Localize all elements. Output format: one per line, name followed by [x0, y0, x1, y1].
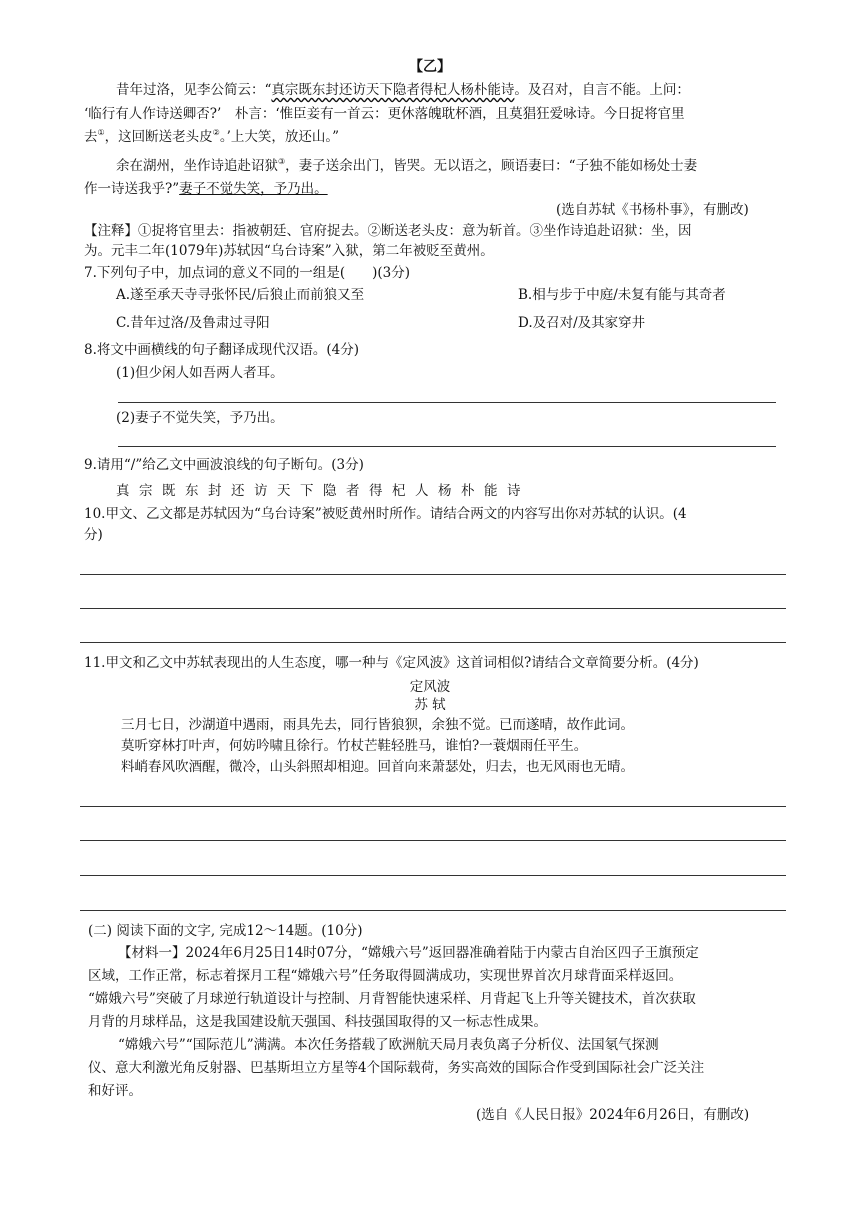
- answer-line[interactable]: [80, 608, 786, 609]
- question-11-stem: 11.甲文和乙文中苏轼表现出的人生态度，哪一种与《定风波》这首词相似?请结合文章简要分析。(4分): [84, 655, 699, 671]
- footnote-mark: ①: [97, 128, 105, 137]
- wavy-underlined-sentence: 真宗既东封还访天下隐者得杞人杨朴能诗: [271, 82, 515, 98]
- question-8-sentence-1: (1)但少闲人如吾两人者耳。: [116, 365, 284, 381]
- answer-line[interactable]: [80, 642, 786, 643]
- part-2-heading: (二) 阅读下面的文字, 完成12～14题。(10分): [88, 923, 363, 939]
- material-line: 仪、意大利激光角反射器、巴基斯坦立方星等4个国际载荷，务实高效的国际合作受到国际社会广泛关注: [88, 1060, 705, 1076]
- answer-line[interactable]: [80, 875, 786, 876]
- poem-line: 料峭春风吹酒醒，微冷，山头斜照却相迎。回首向来萧瑟处，归去，也无风雨也无晴。: [121, 759, 634, 775]
- answer-line[interactable]: [80, 806, 786, 807]
- material-line: 【材料一】2024年6月25日14时07分，“嫦娥六号”返回器准确着陆于内蒙古自治区四子王旗预定: [118, 945, 699, 961]
- material-line: 月背的月球样品，这是我国建设航天强国、科技强国取得的又一标志性成果。: [88, 1014, 547, 1030]
- question-7-stem: 7.下列句子中，加点词的意义不同的一组是( )(3分): [84, 265, 411, 281]
- poem-line: 莫听穿林打叶声，何妨吟啸且徐行。竹杖芒鞋轻胜马，谁怕?一蓑烟雨任平生。: [121, 738, 588, 754]
- question-9-stem: 9.请用“/”给乙文中画波浪线的句子断句。(3分): [84, 457, 364, 473]
- annotation: 【注释】①捉将官里去：指被朝廷、官府捉去。②断送老头皮：意为斩首。③坐作诗追赴诏狱：坐，因: [84, 223, 692, 239]
- option-b[interactable]: B.相与步于中庭/未复有能与其奇者: [518, 287, 726, 303]
- answer-line[interactable]: [80, 574, 786, 575]
- poem-author: 苏 轼: [414, 697, 446, 713]
- question-10-stem-cont: 分): [84, 527, 103, 543]
- question-8-sentence-2: (2)妻子不觉失笑，予乃出。: [116, 410, 284, 426]
- annotation: 为。元丰二年(1079年)苏轼因“乌台诗案”入狱，第二年被贬至黄州。: [84, 243, 494, 259]
- poem-title: 定风波: [409, 679, 451, 695]
- option-a[interactable]: A.遂至承天寺寻张怀民/后狼止而前狼又至: [116, 287, 365, 303]
- footnote-mark: ③: [278, 157, 286, 166]
- question-9-sentence[interactable]: 真宗既东封还访天下隐者得杞人杨朴能诗: [116, 483, 530, 499]
- answer-line[interactable]: [118, 446, 776, 447]
- material-source: (选自《人民日报》2024年6月26日，有删改): [476, 1107, 750, 1123]
- answer-line[interactable]: [118, 402, 776, 403]
- answer-line[interactable]: [80, 840, 786, 841]
- passage-line: 余在湖州，坐作诗追赴诏狱③，妻子送余出门，皆哭。无以语之，顾语妻曰：“子独不能如杨处士妻: [116, 157, 698, 174]
- material-line: 区域，工作正常，标志着探月工程“嫦娥六号”任务取得圆满成功，实现世界首次月球背面采样返回。: [88, 968, 683, 984]
- underlined-sentence: 妻子不觉失笑，予乃出。: [179, 181, 328, 197]
- passage-line: 昔年过洛，见李公简云：“真宗既东封还访天下隐者得杞人杨朴能诗。及召对，自言不能。上问：: [116, 82, 690, 98]
- material-line: “嫦娥六号”“国际范儿”满满。本次任务搭载了欧洲航天局月表负离子分析仪、法国氡气探测: [118, 1037, 659, 1053]
- passage-line: ‘临行有人作诗送卿否?’ 朴言：‘惟臣妾有一首云：更休落魄耽杯酒，且莫猖狂爱咏诗。今日捉将官里: [84, 106, 685, 122]
- passage-source: (选自苏轼《书杨朴事》，有删改): [556, 202, 749, 218]
- option-c[interactable]: C.昔年过洛/及鲁肃过寻阳: [116, 315, 270, 331]
- option-d[interactable]: D.及召对/及其家穿井: [518, 315, 646, 331]
- poem-preface: 三月七日，沙湖道中遇雨，雨具先去，同行皆狼狈，余独不觉。已而遂晴，故作此词。: [121, 717, 634, 733]
- passage-line: 作一诗送我乎?”妻子不觉失笑，予乃出。: [84, 181, 328, 197]
- question-10-stem: 10.甲文、乙文都是苏轼因为“乌台诗案”被贬黄州时所作。请结合两文的内容写出你对苏轼的认识。(4: [84, 506, 687, 522]
- answer-line[interactable]: [80, 910, 786, 911]
- material-line: “嫦娥六号”突破了月球逆行轨道设计与控制、月背智能快速采样、月背起飞上升等关键技术，首次获取: [88, 991, 696, 1007]
- section-title: 【乙】: [409, 59, 451, 75]
- material-line: 和好评。: [88, 1083, 142, 1099]
- passage-line: 去①，这回断送老头皮②。’上大笑，放还山。”: [84, 128, 340, 145]
- question-8-stem: 8.将文中画横线的句子翻译成现代汉语。(4分): [84, 342, 360, 358]
- footnote-mark: ②: [212, 128, 220, 137]
